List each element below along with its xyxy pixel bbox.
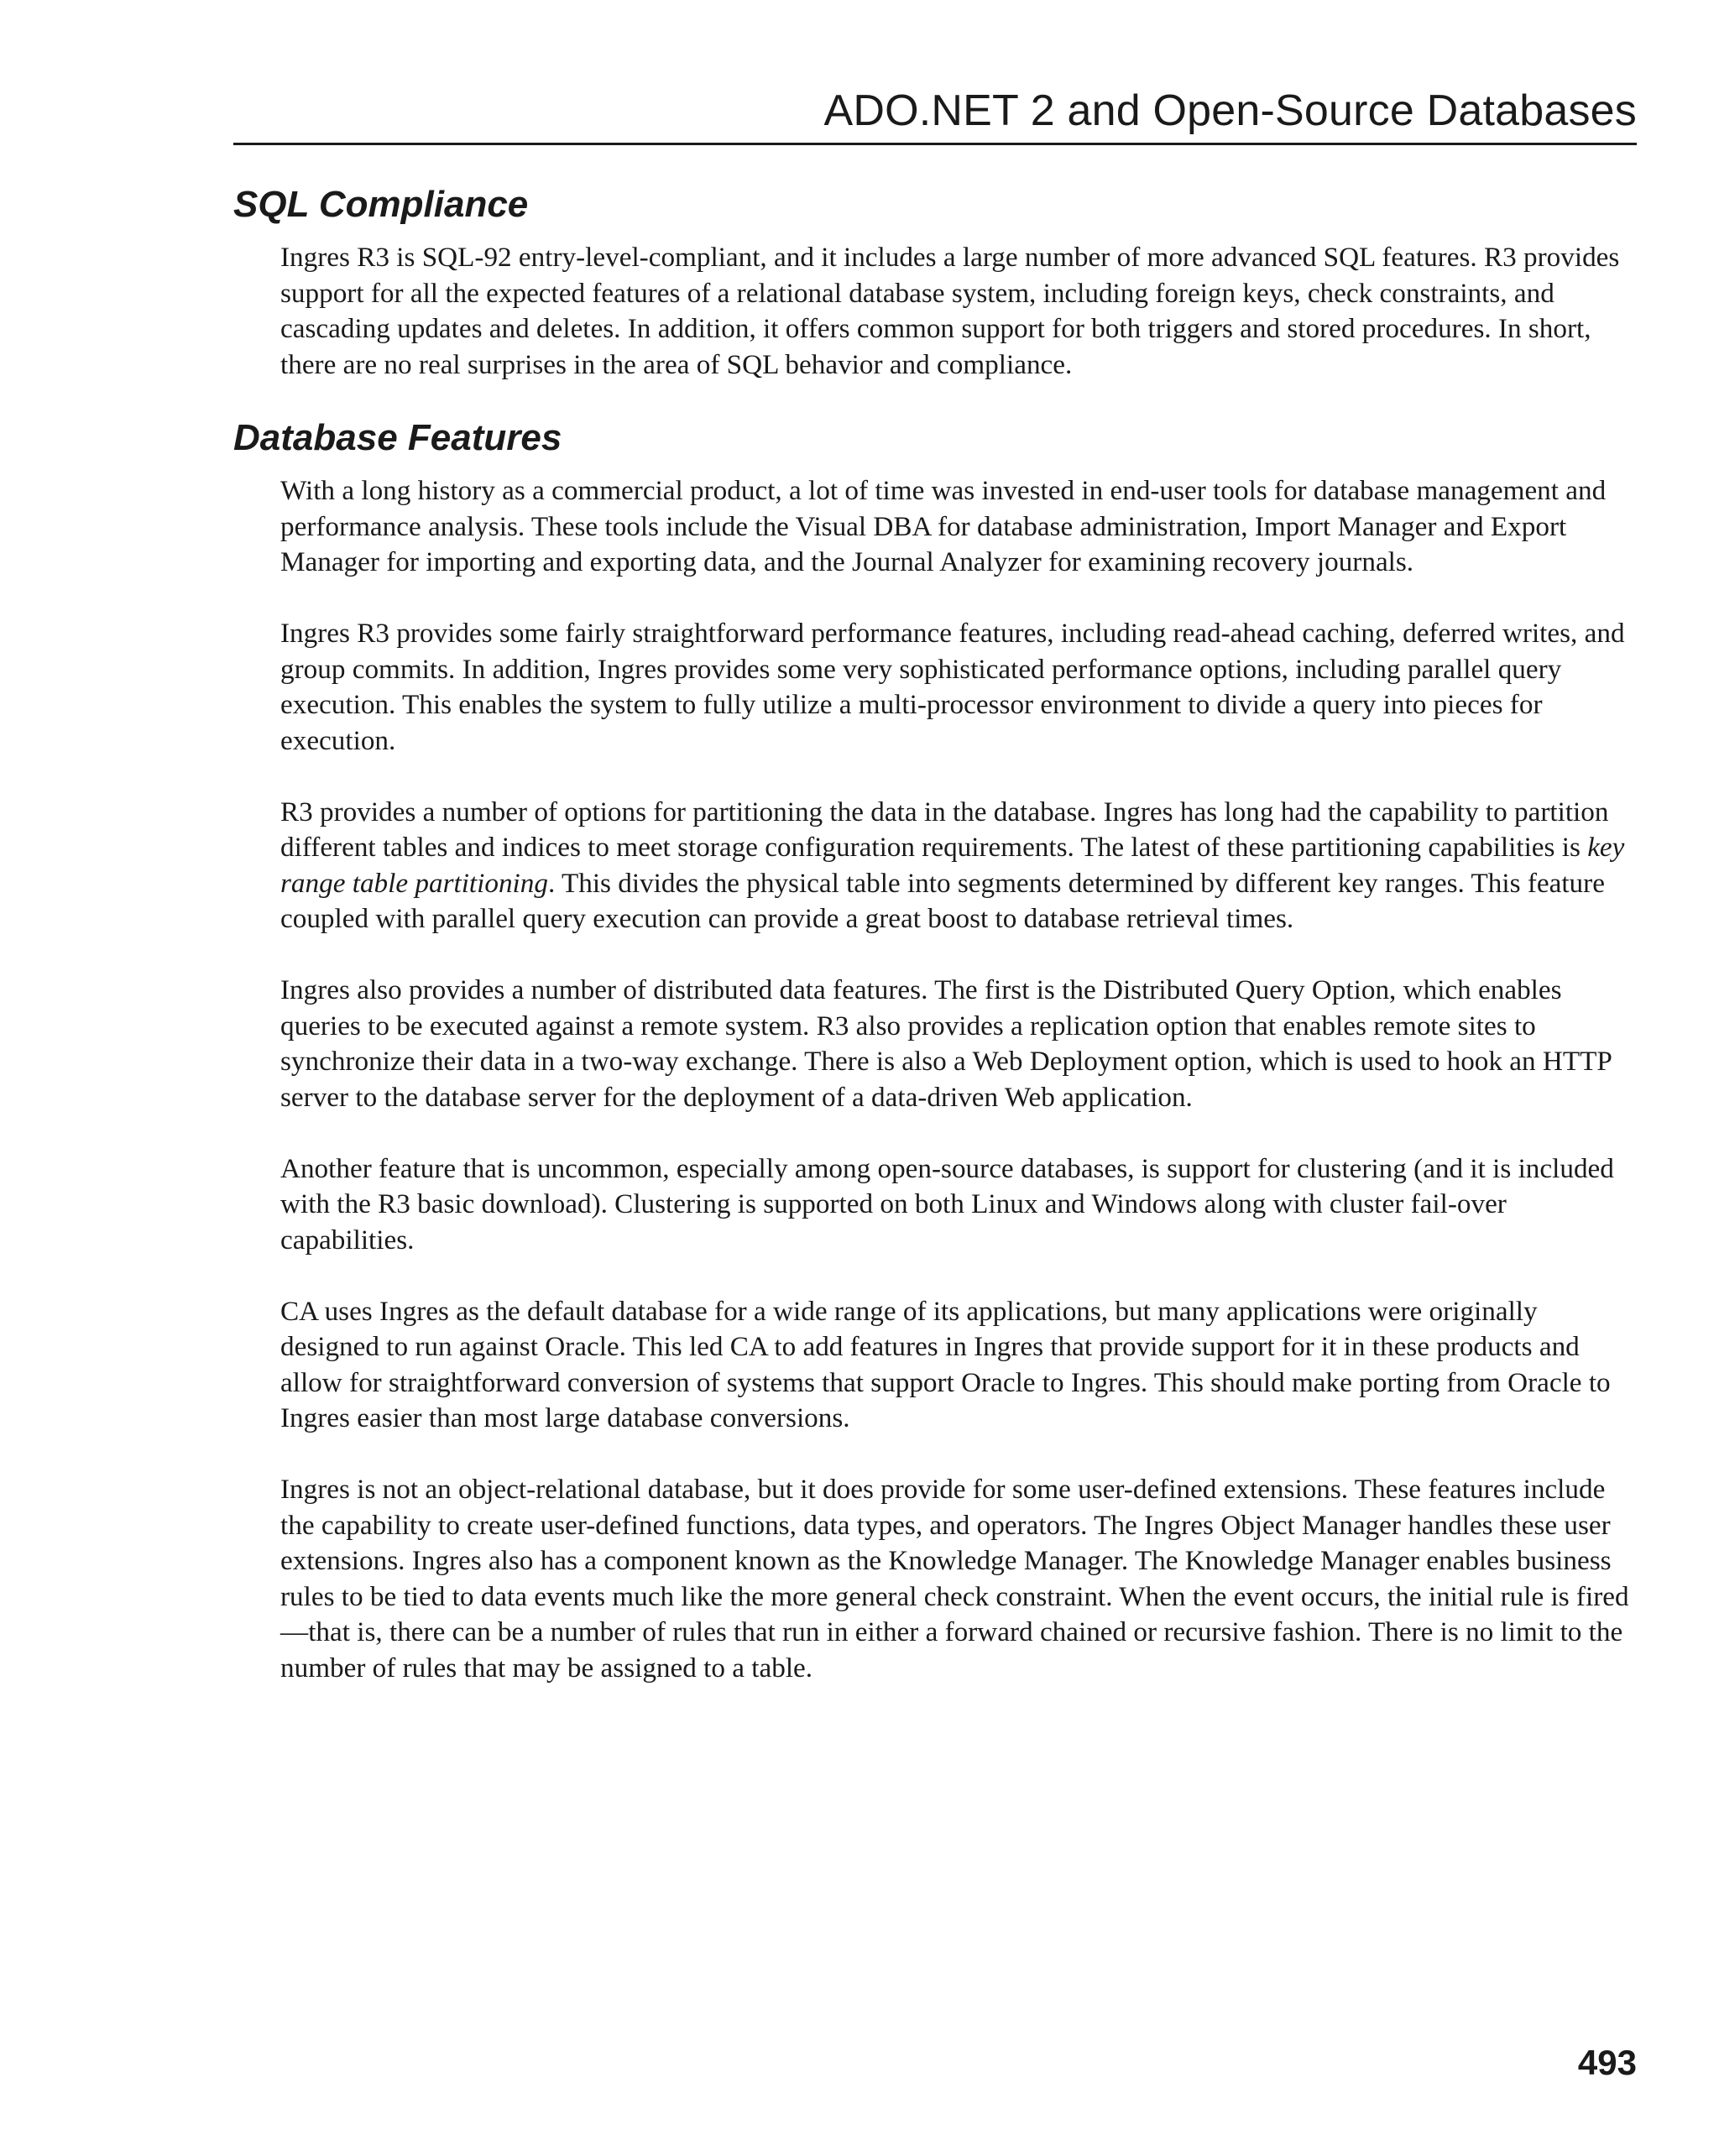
page-number: 493 [1577,2043,1637,2082]
paragraph-partitioning [280,795,1640,937]
section-heading-sql-compliance: SQL Compliance [233,184,529,225]
running-header: ADO.NET 2 and Open-Source Databases [823,86,1637,135]
term-key-range-table-partitioning: key range table partitioning [280,832,1625,899]
header-rule [233,143,1637,145]
paragraph-clustering: Another feature that is uncommon, especially among open-source databases, is support for clustering (and it is included with the R3 basic download). Clustering is supported on both Linux and Windows along with cluster fail-over capabilities. [280,1152,1614,1255]
paragraph-oracle-compatibility: CA uses Ingres as the default database for a wide range of its applications, but many applications were originally designed to run against Oracle. This led CA to add features in Ingres that provide support for it in these products and allow for straightforward conversion of systems that support Oracle to Ingres. This should make porting from Oracle to Ingres easier than most large database conversions. [280,1295,1611,1433]
paragraph-end-user-tools: With a long history as a commercial product, a lot of time was invested in end-user tools for database management and performance analysis. These tools include the Visual DBA for database administration, Import Manager and Export Manager for importing and exporting data, and the Journal Analyzer for examining recovery journals. [280,475,1607,577]
paragraph-performance-features: Ingres R3 provides some fairly straightforward performance features, including read-ahead caching, deferred writes, and group commits. In addition, Ingres provides some very sophisticated performance options, including parallel query execution. This enables the system to fully utilize a multi-processor environment to divide a query into pieces for execution. [280,618,1625,756]
section-heading-database-features: Database Features [233,417,562,458]
page-content [233,181,1643,1686]
paragraph-partitioning-after: . This divides the physical table into segments determined by different key ranges. This feature coupled with parallel query execution can provide a great boost to database retrieval times. [280,867,1605,934]
paragraph-partitioning-before: R3 provides a number of options for partitioning the data in the database. Ingres has long had the capability to partition different tables and indices to meet storage configuration requirements. The latest of these partitioning capabilities is [280,796,1609,863]
paragraph-sql-compliance: Ingres R3 is SQL-92 entry-level-compliant, and it includes a large number of more advanced SQL features. R3 provides support for all the expected features of a relational database system, including foreign keys, check constraints, and cascading updates and deletes. In addition, it offers common support for both triggers and stored procedures. In short, there are no real surprises in the area of SQL behavior and compliance. [280,242,1620,380]
paragraph-distributed-data: Ingres also provides a number of distributed data features. The first is the Distributed Query Option, which enables queries to be executed against a remote system. R3 also provides a replication option that enables remote sites to synchronize their data in a two-way exchange. There is also a Web Deployment option, which is used to hook an HTTP server to the database server for the deployment of a data-driven Web application. [280,974,1612,1113]
paragraph-user-defined-extensions: Ingres is not an object-relational database, but it does provide for some user-defined extensions. These features include the capability to create user-defined functions, data types, and operators. The Ingres Object Manager handles these user extensions. Ingres also has a component known as the Knowledge Manager. The Knowledge Manager enables business rules to be tied to data events much like the more general check constraint. When the event occurs, the initial rule is fired—that is, there can be a number of rules that run in either a forward chained or recursive fashion. There is no limit to the number of rules that may be assigned to a table. [280,1474,1629,1684]
